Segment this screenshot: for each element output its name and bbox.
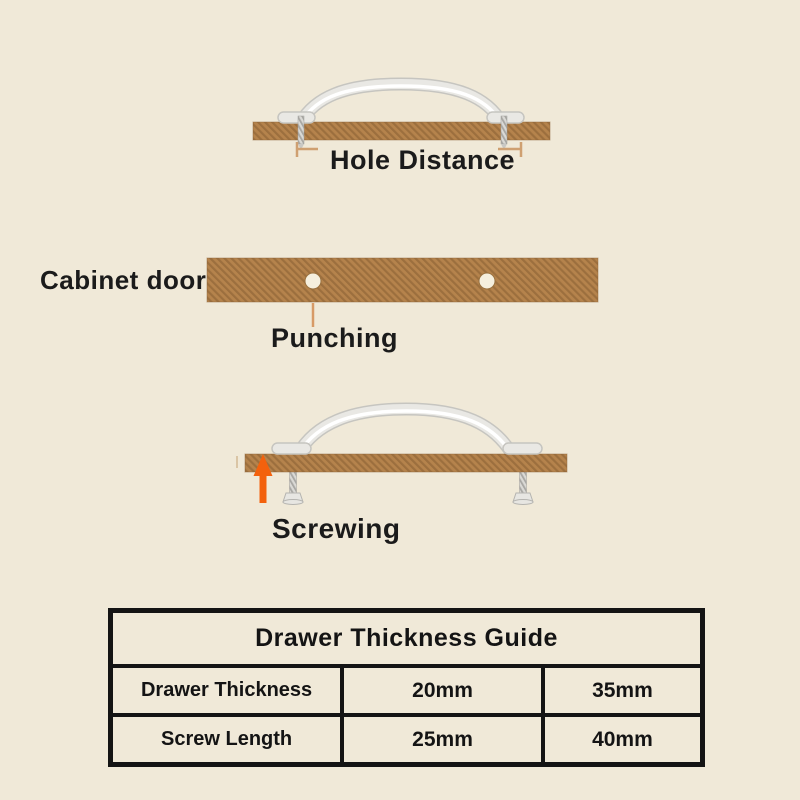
table-cell: 35mm [541,668,700,713]
row-header-screw-length: Screw Length [161,728,293,750]
table-cell: 25mm [340,717,541,762]
hole-distance-label: Hole Distance [330,145,516,175]
table-cell: 40mm [541,717,700,762]
screw-icon [513,471,533,505]
table-cell: 20mm [340,668,541,713]
wood-board [245,454,567,472]
drill-hole-left [305,273,321,289]
screw-icon [298,116,304,150]
handle-foot-right [503,443,542,454]
screwing-label: Screwing [272,513,401,544]
table-title: Drawer Thickness Guide [255,624,558,652]
drawer-thickness-table [108,608,705,767]
handle-icon [300,84,502,123]
punching-label: Punching [271,323,398,353]
row-header-drawer-thickness: Drawer Thickness [140,679,313,701]
table-row [113,713,700,762]
table-row [113,664,700,713]
screwing-diagram [237,409,567,505]
punching-diagram [207,258,598,327]
handle-foot-left [272,443,311,454]
screw-icon [283,471,303,505]
cabinet-door-label: Cabinet door [40,265,207,295]
cabinet-door-board [207,258,598,302]
drill-hole-right [479,273,495,289]
handle-icon [298,409,512,454]
handle-foot-left [278,112,315,123]
